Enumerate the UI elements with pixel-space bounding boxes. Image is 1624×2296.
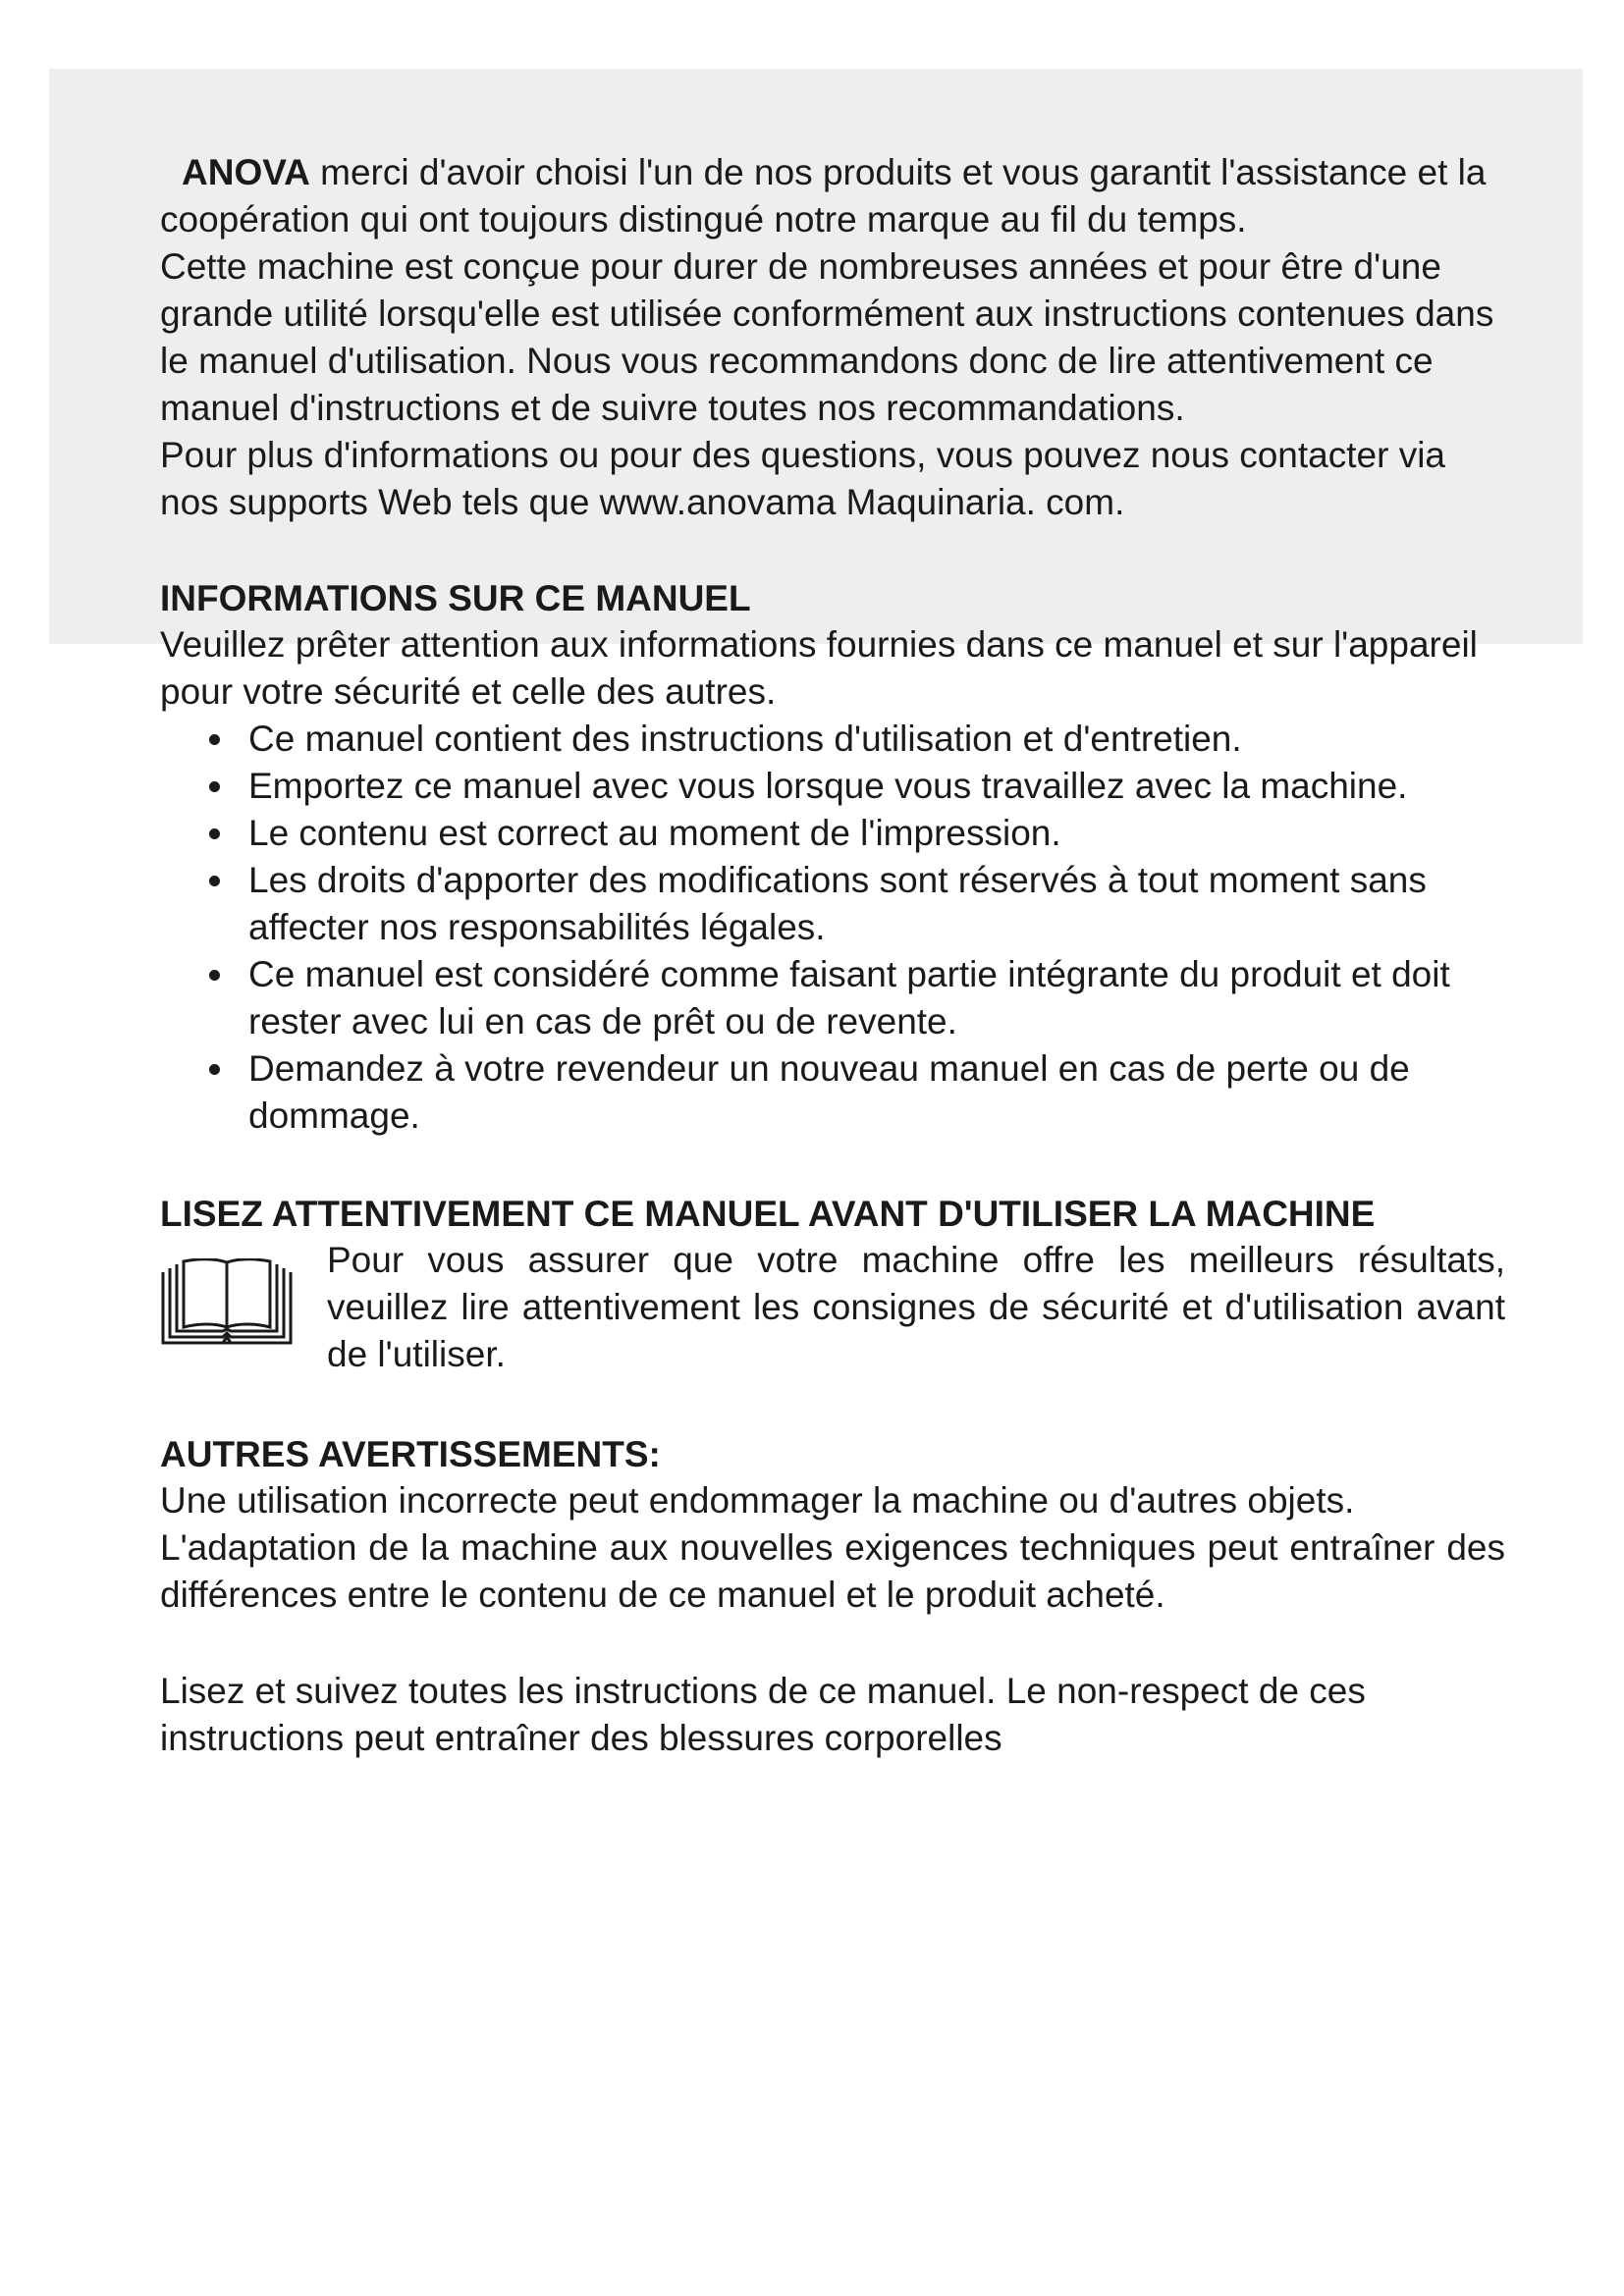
bullet-text: Ce manuel est considéré comme faisant partie intégrante du produit et doit rester avec lui en cas de prêt ou de revente. [248,954,1450,1041]
intro-paragraph-2: Cette machine est conçue pour durer de nombreuses années et pour être d'une grande utilité lorsqu'elle est utilisée conformément aux instructions contenues dans le manuel d'utilisation. Nous vous recommandons donc de lire attentivement ce manuel d'instructions et de suivre toutes nos recommandations. [160,246,1494,428]
bullet-item [160,763,1505,810]
intro-paragraph-1-text: merci d'avoir choisi l'un de nos produits et vous garantit l'assistance et la coopération qui ont toujours distingué notre marque au fil du temps. [160,152,1487,240]
bullet-dot-icon [209,828,220,839]
open-book-icon [160,1237,327,1359]
warnings-paragraph-2: L'adaptation de la machine aux nouvelles exigences techniques peut entraîner des différences entre le contenu de ce manuel et le produit acheté. [160,1527,1505,1615]
manual-info-bullet-list [160,716,1505,1140]
bullet-item [160,716,1505,763]
intro-section [160,149,1505,526]
bullet-item [160,857,1505,951]
bullet-text: Emportez ce manuel avec vous lorsque vous travaillez avec la machine. [248,766,1408,806]
warnings-section [160,1431,1505,1762]
bullet-dot-icon [209,781,220,792]
read-carefully-block [160,1237,1505,1378]
bullet-dot-icon [209,876,220,886]
warnings-heading: AUTRES AVERTISSEMENTS: [160,1434,661,1474]
bullet-text: Ce manuel contient des instructions d'utilisation et d'entretien. [248,719,1242,759]
bullet-dot-icon [209,1064,220,1075]
bullet-text: Le contenu est correct au moment de l'impression. [248,813,1061,853]
manual-info-section [160,575,1505,1140]
warnings-paragraph-1: Une utilisation incorrecte peut endommager la machine ou d'autres objets. [160,1480,1355,1521]
brand-name: ANOVA [182,152,310,192]
manual-page [160,149,1505,1762]
warnings-paragraph-3: Lisez et suivez toutes les instructions de ce manuel. Le non-respect de ces instructions peut entraîner des blessures corporelles [160,1671,1366,1758]
bullet-item [160,951,1505,1045]
bullet-text: Les droits d'apporter des modifications sont réservés à tout moment sans affecter nos responsabilités légales. [248,860,1427,947]
manual-info-heading: INFORMATIONS SUR CE MANUEL [160,578,751,618]
bullet-item [160,810,1505,857]
bullet-dot-icon [209,734,220,745]
intro-paragraph-1 [160,149,1505,243]
read-carefully-section [160,1191,1505,1378]
intro-paragraph-3: Pour plus d'informations ou pour des questions, vous pouvez nous contacter via nos supports Web tels que www.anovama Maquinaria. com. [160,435,1446,522]
bullet-dot-icon [209,970,220,981]
manual-info-intro: Veuillez prêter attention aux informations fournies dans ce manuel et sur l'appareil pour votre sécurité et celle des autres. [160,624,1478,712]
bullet-text: Demandez à votre revendeur un nouveau manuel en cas de perte ou de dommage. [248,1048,1410,1136]
read-carefully-text: Pour vous assurer que votre machine offre les meilleurs résultats, veuillez lire attentivement les consignes de sécurité et d'utilisation avant de l'utiliser. [327,1240,1505,1374]
bullet-item [160,1045,1505,1140]
read-carefully-heading: LISEZ ATTENTIVEMENT CE MANUEL AVANT D'UTILISER LA MACHINE [160,1194,1376,1234]
